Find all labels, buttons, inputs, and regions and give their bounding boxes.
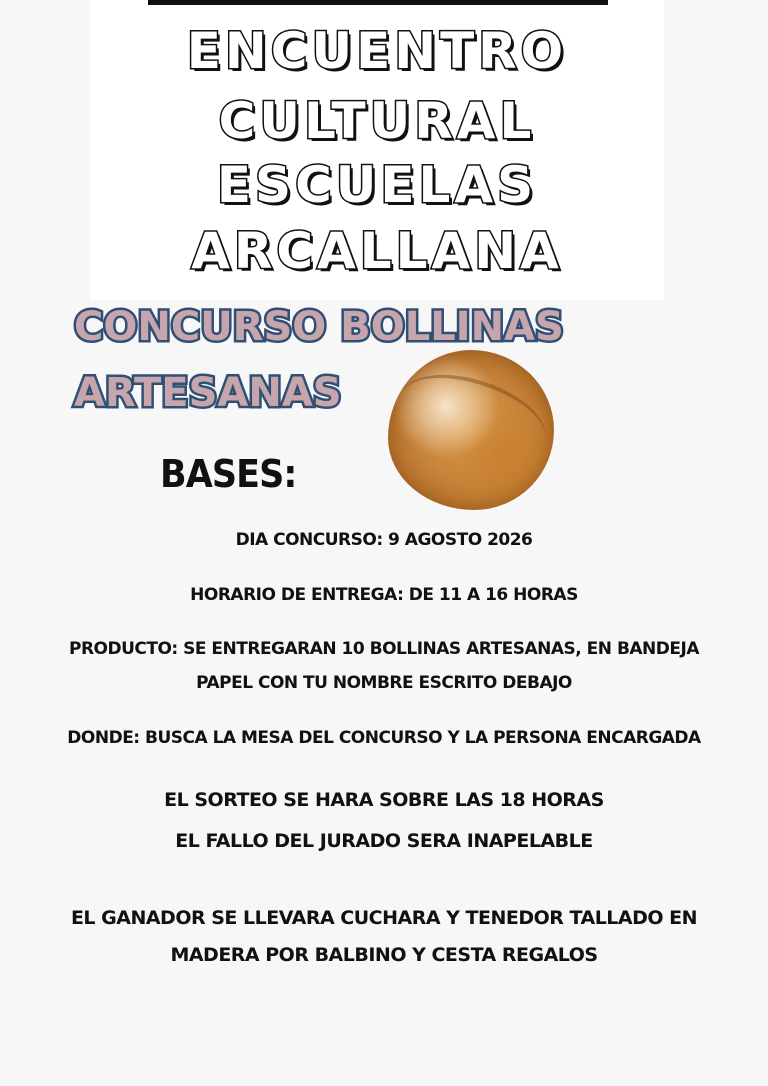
event-title-line-1: ENCUENTRO [186, 22, 568, 80]
product-line-1: PRODUCTO: SE ENTREGARAN 10 BOLLINAS ARTESANAS, EN BANDEJA [68, 639, 699, 659]
event-title-line-2: CULTURAL [218, 92, 536, 150]
event-title-line-4: ARCALLANA [191, 222, 563, 280]
top-divider [148, 0, 608, 5]
event-title-line-3: ESCUELAS [216, 156, 538, 214]
contest-title-line-1: CONCURSO BOLLINAS [74, 304, 564, 350]
bases-heading: BASES: [160, 452, 297, 496]
contest-day: DIA CONCURSO: 9 AGOSTO 2026 [235, 530, 533, 550]
location: DONDE: BUSCA LA MESA DEL CONCURSO Y LA PERSONA ENCARGADA [67, 728, 701, 748]
jury-ruling: EL FALLO DEL JURADO SERA INAPELABLE [175, 830, 593, 852]
delivery-hours: HORARIO DE ENTREGA: DE 11 A 16 HORAS [190, 585, 578, 605]
contest-title-line-2: ARTESANAS [74, 370, 342, 416]
prize-line-1: EL GANADOR SE LLEVARA CUCHARA Y TENEDOR TALLADO EN [70, 907, 698, 929]
event-title-panel [90, 0, 664, 300]
product-line-2: PAPEL CON TU NOMBRE ESCRITO DEBAJO [196, 673, 572, 693]
bollina-pastry-image [388, 350, 554, 510]
prize-line-2: MADERA POR BALBINO Y CESTA REGALOS [170, 944, 598, 966]
pastry-fold-detail [390, 359, 556, 476]
draw-time: EL SORTEO SE HARA SOBRE LAS 18 HORAS [164, 789, 604, 811]
